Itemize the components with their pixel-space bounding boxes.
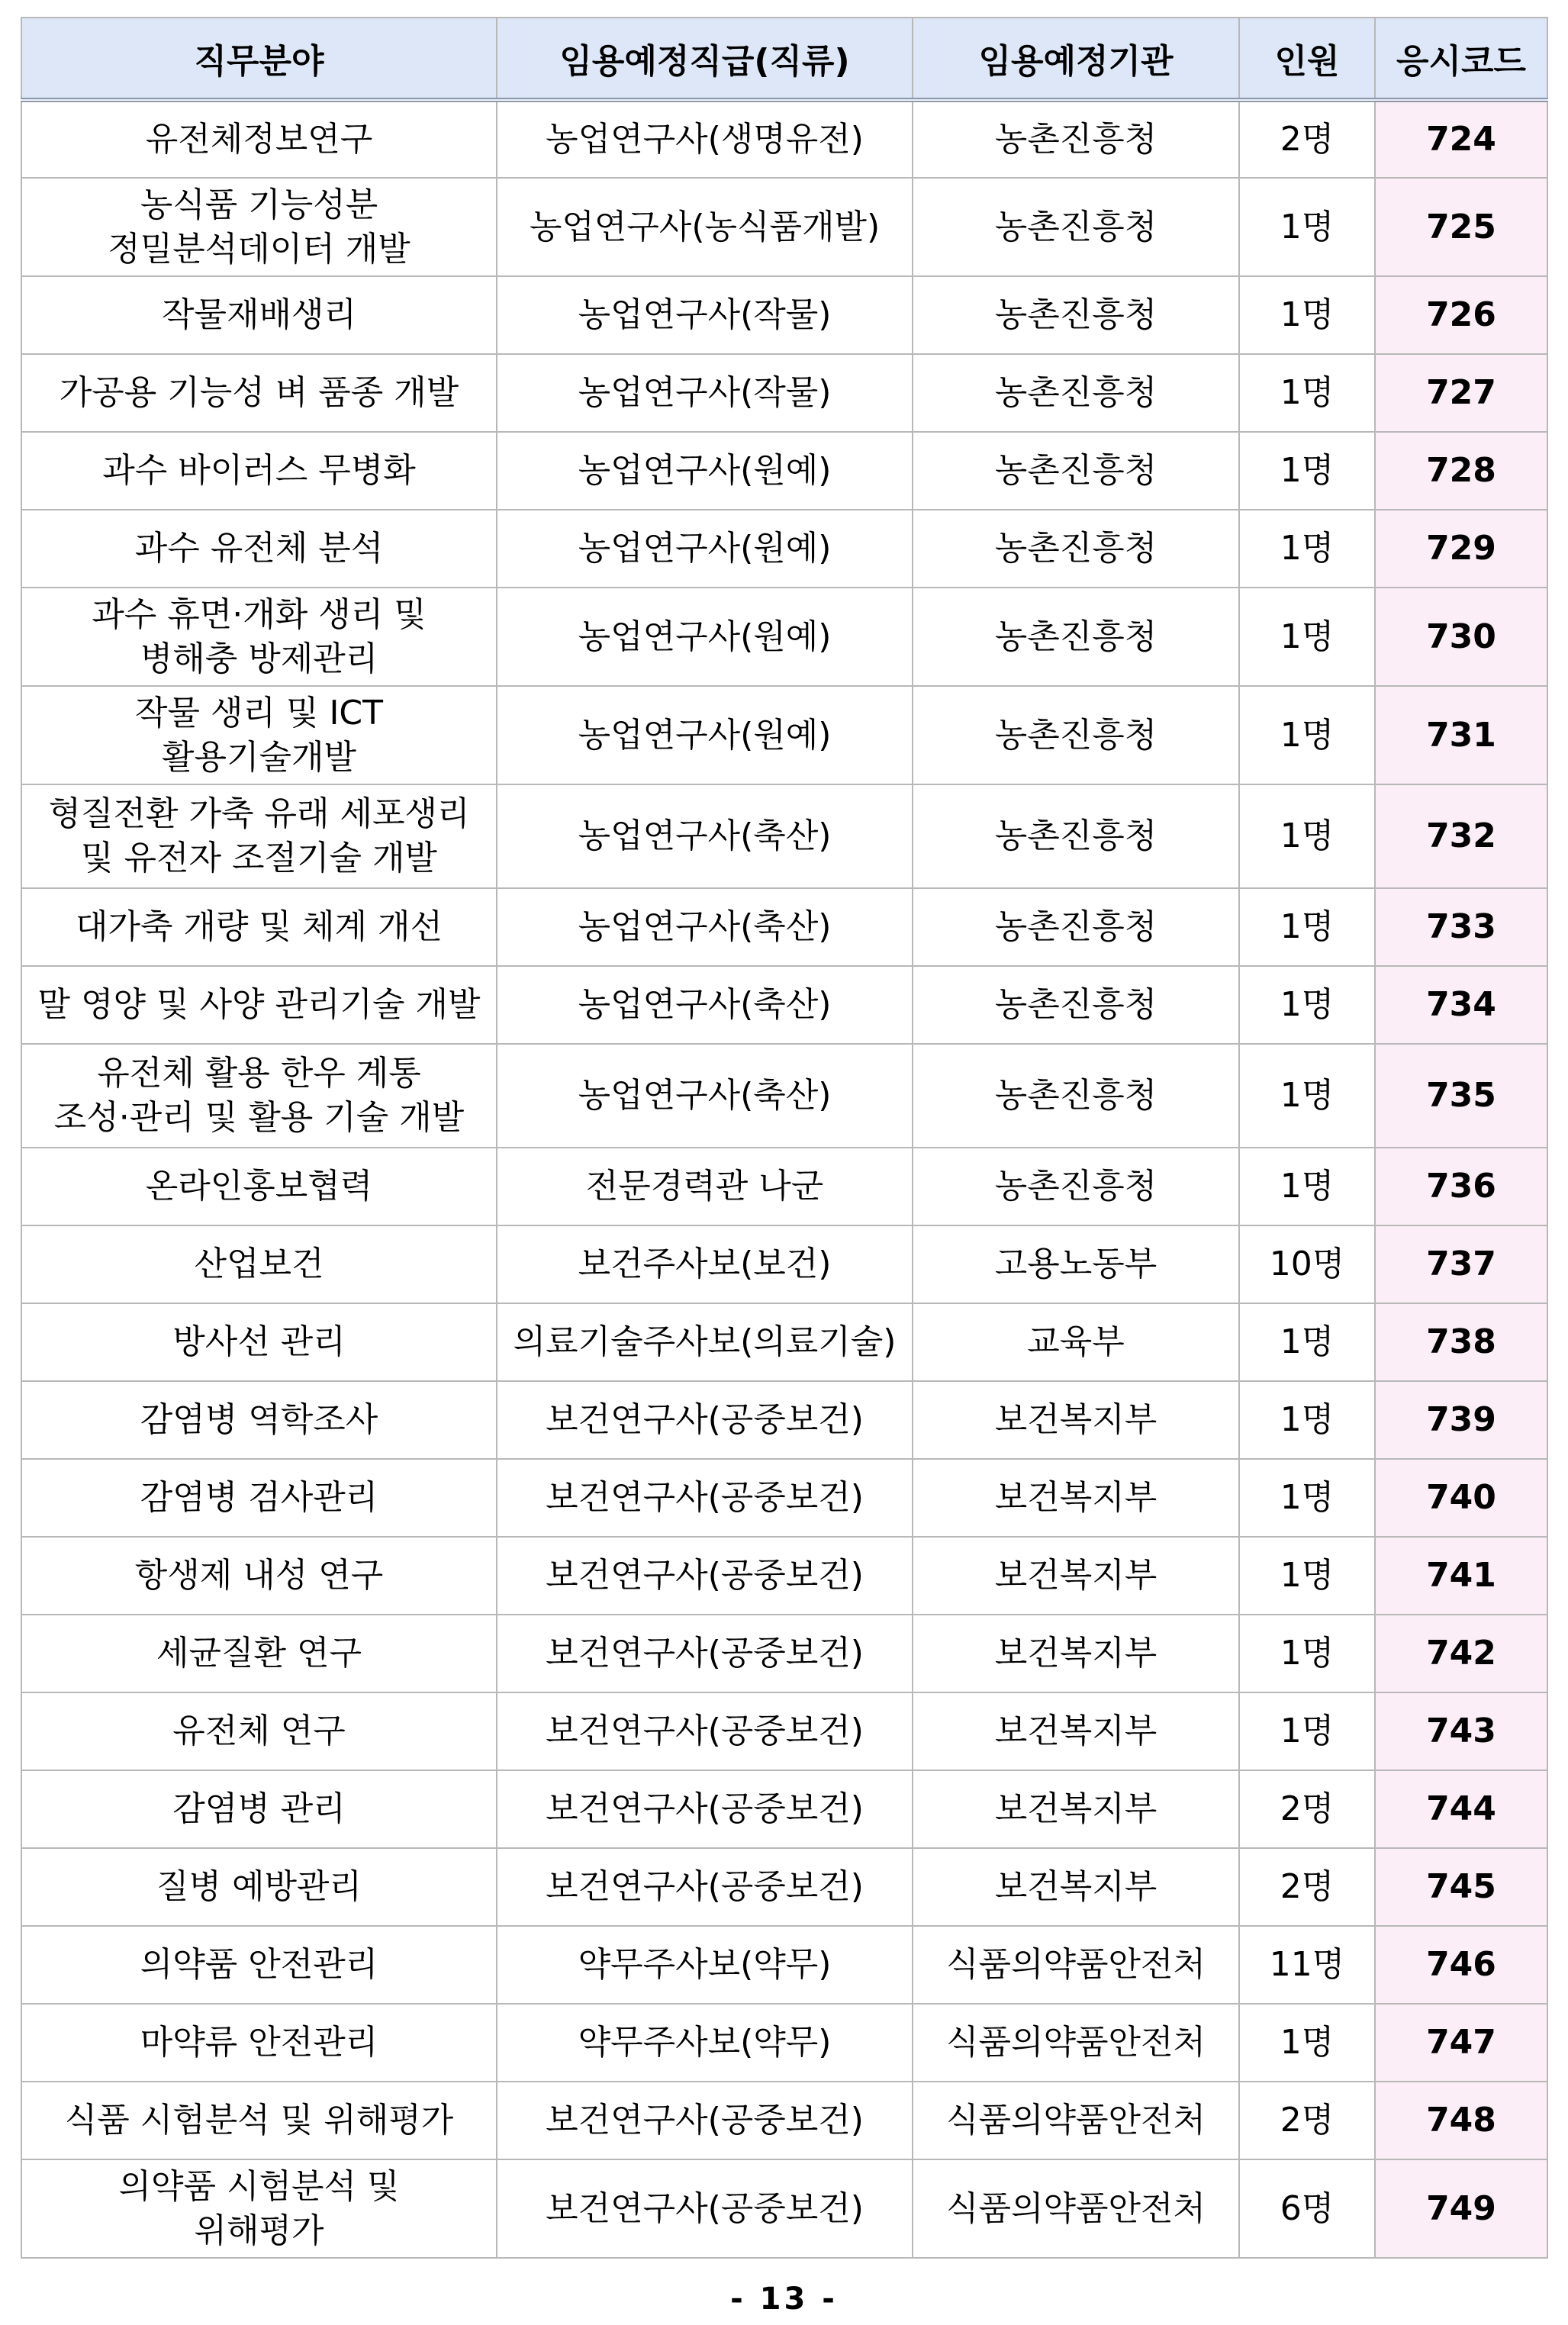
table-row (21, 2004, 1547, 2082)
cell-job-field: 농식품 기능성분 정밀분석데이터 개발 (21, 178, 497, 276)
table-row (21, 1537, 1547, 1615)
table-row (21, 784, 1547, 888)
cell-grade: 농업연구사(작물) (497, 276, 913, 354)
cell-exam-code: 735 (1375, 1044, 1547, 1148)
header-exam-code: 응시코드 (1375, 18, 1547, 100)
cell-exam-code: 724 (1375, 100, 1547, 178)
cell-job-field: 마약류 안전관리 (21, 2004, 497, 2082)
cell-job-field: 감염병 검사관리 (21, 1459, 497, 1537)
table-row (21, 276, 1547, 354)
cell-agency: 보건복지부 (913, 1848, 1239, 1926)
cell-job-field: 과수 휴면·개화 생리 및 병해충 방제관리 (21, 588, 497, 686)
table-row (21, 100, 1547, 178)
cell-job-field: 감염병 역학조사 (21, 1381, 497, 1459)
cell-count: 1명 (1239, 1044, 1375, 1148)
cell-count: 2명 (1239, 2082, 1375, 2159)
cell-grade: 농업연구사(작물) (497, 354, 913, 432)
cell-count: 1명 (1239, 1303, 1375, 1381)
header-job-field: 직무분야 (21, 18, 497, 100)
cell-agency: 보건복지부 (913, 1537, 1239, 1615)
cell-agency: 보건복지부 (913, 1692, 1239, 1770)
cell-agency: 보건복지부 (913, 1459, 1239, 1537)
table-row (21, 588, 1547, 686)
cell-grade: 보건연구사(공중보건) (497, 1459, 913, 1537)
cell-count: 1명 (1239, 432, 1375, 510)
table-row (21, 432, 1547, 510)
cell-exam-code: 748 (1375, 2082, 1547, 2159)
table-row (21, 510, 1547, 588)
cell-agency: 농촌진흥청 (913, 1044, 1239, 1148)
cell-count: 1명 (1239, 1537, 1375, 1615)
page-number: - 13 - (730, 2282, 838, 2317)
cell-job-field: 가공용 기능성 벼 품종 개발 (21, 354, 497, 432)
cell-grade: 약무주사보(약무) (497, 1926, 913, 2004)
cell-grade: 보건연구사(공중보건) (497, 1770, 913, 1848)
cell-agency: 농촌진흥청 (913, 966, 1239, 1044)
cell-job-field: 과수 바이러스 무병화 (21, 432, 497, 510)
cell-count: 1명 (1239, 1615, 1375, 1692)
cell-exam-code: 727 (1375, 354, 1547, 432)
cell-count: 1명 (1239, 1381, 1375, 1459)
cell-count: 2명 (1239, 1770, 1375, 1848)
cell-exam-code: 732 (1375, 784, 1547, 888)
cell-job-field: 의약품 안전관리 (21, 1926, 497, 2004)
cell-exam-code: 731 (1375, 686, 1547, 784)
header-agency: 임용예정기관 (913, 18, 1239, 100)
cell-grade: 농업연구사(축산) (497, 888, 913, 966)
cell-grade: 농업연구사(축산) (497, 784, 913, 888)
cell-count: 1명 (1239, 686, 1375, 784)
cell-count: 1명 (1239, 1148, 1375, 1225)
cell-count: 1명 (1239, 1459, 1375, 1537)
cell-exam-code: 728 (1375, 432, 1547, 510)
table-row (21, 1692, 1547, 1770)
cell-count: 1명 (1239, 888, 1375, 966)
cell-exam-code: 749 (1375, 2159, 1547, 2258)
cell-grade: 농업연구사(원예) (497, 432, 913, 510)
cell-exam-code: 736 (1375, 1148, 1547, 1225)
table-row (21, 178, 1547, 276)
cell-job-field: 과수 유전체 분석 (21, 510, 497, 588)
cell-count: 1명 (1239, 966, 1375, 1044)
cell-count: 1명 (1239, 2004, 1375, 2082)
cell-job-field: 항생제 내성 연구 (21, 1537, 497, 1615)
cell-job-field: 식품 시험분석 및 위해평가 (21, 2082, 497, 2159)
cell-agency: 교육부 (913, 1303, 1239, 1381)
table-row (21, 966, 1547, 1044)
cell-grade: 농업연구사(농식품개발) (497, 178, 913, 276)
cell-agency: 농촌진흥청 (913, 276, 1239, 354)
cell-count: 6명 (1239, 2159, 1375, 2258)
cell-job-field: 유전체 활용 한우 계통 조성·관리 및 활용 기술 개발 (21, 1044, 497, 1148)
cell-exam-code: 737 (1375, 1225, 1547, 1303)
cell-grade: 보건연구사(공중보건) (497, 1537, 913, 1615)
table-row (21, 1459, 1547, 1537)
cell-grade: 농업연구사(축산) (497, 1044, 913, 1148)
cell-exam-code: 729 (1375, 510, 1547, 588)
table-row (21, 686, 1547, 784)
cell-count: 1명 (1239, 510, 1375, 588)
table-row (21, 1926, 1547, 2004)
cell-count: 1명 (1239, 178, 1375, 276)
cell-exam-code: 742 (1375, 1615, 1547, 1692)
cell-grade: 전문경력관 나군 (497, 1148, 913, 1225)
cell-exam-code: 747 (1375, 2004, 1547, 2082)
cell-job-field: 말 영양 및 사양 관리기술 개발 (21, 966, 497, 1044)
header-grade: 임용예정직급(직류) (497, 18, 913, 100)
table-row (21, 1381, 1547, 1459)
cell-job-field: 대가축 개량 및 체계 개선 (21, 888, 497, 966)
table-row (21, 1044, 1547, 1148)
cell-count: 1명 (1239, 1692, 1375, 1770)
cell-grade: 보건주사보(보건) (497, 1225, 913, 1303)
cell-count: 2명 (1239, 1848, 1375, 1926)
cell-grade: 보건연구사(공중보건) (497, 2082, 913, 2159)
cell-agency: 농촌진흥청 (913, 1148, 1239, 1225)
cell-count: 11명 (1239, 1926, 1375, 2004)
cell-exam-code: 744 (1375, 1770, 1547, 1848)
table-row (21, 1148, 1547, 1225)
cell-job-field: 감염병 관리 (21, 1770, 497, 1848)
cell-job-field: 작물재배생리 (21, 276, 497, 354)
cell-exam-code: 730 (1375, 588, 1547, 686)
cell-count: 1명 (1239, 588, 1375, 686)
cell-job-field: 유전체 연구 (21, 1692, 497, 1770)
cell-agency: 농촌진흥청 (913, 784, 1239, 888)
table-row (21, 1848, 1547, 1926)
table-row (21, 2159, 1547, 2258)
cell-job-field: 유전체정보연구 (21, 100, 497, 178)
cell-grade: 보건연구사(공중보건) (497, 2159, 913, 2258)
cell-agency: 식품의약품안전처 (913, 1926, 1239, 2004)
table-row (21, 1770, 1547, 1848)
cell-count: 1명 (1239, 354, 1375, 432)
cell-grade: 농업연구사(원예) (497, 686, 913, 784)
table-row (21, 1225, 1547, 1303)
cell-grade: 보건연구사(공중보건) (497, 1848, 913, 1926)
recruitment-table-container (21, 17, 1547, 2259)
cell-job-field: 세균질환 연구 (21, 1615, 497, 1692)
cell-grade: 농업연구사(원예) (497, 588, 913, 686)
cell-count: 1명 (1239, 784, 1375, 888)
table-row (21, 888, 1547, 966)
cell-grade: 농업연구사(생명유전) (497, 100, 913, 178)
cell-agency: 농촌진흥청 (913, 510, 1239, 588)
cell-exam-code: 741 (1375, 1537, 1547, 1615)
cell-grade: 의료기술주사보(의료기술) (497, 1303, 913, 1381)
cell-job-field: 방사선 관리 (21, 1303, 497, 1381)
cell-job-field: 질병 예방관리 (21, 1848, 497, 1926)
cell-exam-code: 738 (1375, 1303, 1547, 1381)
cell-job-field: 형질전환 가축 유래 세포생리 및 유전자 조절기술 개발 (21, 784, 497, 888)
cell-grade: 보건연구사(공중보건) (497, 1615, 913, 1692)
cell-agency: 고용노동부 (913, 1225, 1239, 1303)
table-row (21, 2082, 1547, 2159)
header-count: 인원 (1239, 18, 1375, 100)
cell-grade: 보건연구사(공중보건) (497, 1692, 913, 1770)
cell-exam-code: 726 (1375, 276, 1547, 354)
table-body (21, 100, 1547, 2258)
table-row (21, 1303, 1547, 1381)
cell-exam-code: 740 (1375, 1459, 1547, 1537)
cell-agency: 보건복지부 (913, 1770, 1239, 1848)
cell-agency: 농촌진흥청 (913, 432, 1239, 510)
cell-job-field: 산업보건 (21, 1225, 497, 1303)
cell-agency: 농촌진흥청 (913, 100, 1239, 178)
cell-exam-code: 725 (1375, 178, 1547, 276)
table-header (21, 18, 1547, 100)
cell-agency: 농촌진흥청 (913, 354, 1239, 432)
cell-exam-code: 745 (1375, 1848, 1547, 1926)
cell-exam-code: 733 (1375, 888, 1547, 966)
cell-agency: 식품의약품안전처 (913, 2004, 1239, 2082)
cell-grade: 약무주사보(약무) (497, 2004, 913, 2082)
header-row (21, 18, 1547, 100)
recruitment-table (21, 17, 1548, 2259)
cell-agency: 농촌진흥청 (913, 686, 1239, 784)
cell-exam-code: 746 (1375, 1926, 1547, 2004)
cell-job-field: 온라인홍보협력 (21, 1148, 497, 1225)
table-row (21, 1615, 1547, 1692)
cell-agency: 농촌진흥청 (913, 178, 1239, 276)
cell-exam-code: 743 (1375, 1692, 1547, 1770)
table-row (21, 354, 1547, 432)
cell-exam-code: 739 (1375, 1381, 1547, 1459)
cell-agency: 보건복지부 (913, 1381, 1239, 1459)
cell-job-field: 작물 생리 및 ICT 활용기술개발 (21, 686, 497, 784)
cell-grade: 농업연구사(축산) (497, 966, 913, 1044)
cell-agency: 농촌진흥청 (913, 888, 1239, 966)
cell-exam-code: 734 (1375, 966, 1547, 1044)
cell-grade: 농업연구사(원예) (497, 510, 913, 588)
cell-agency: 식품의약품안전처 (913, 2082, 1239, 2159)
cell-agency: 보건복지부 (913, 1615, 1239, 1692)
cell-count: 2명 (1239, 100, 1375, 178)
cell-agency: 농촌진흥청 (913, 588, 1239, 686)
cell-grade: 보건연구사(공중보건) (497, 1381, 913, 1459)
cell-job-field: 의약품 시험분석 및 위해평가 (21, 2159, 497, 2258)
cell-count: 10명 (1239, 1225, 1375, 1303)
cell-agency: 식품의약품안전처 (913, 2159, 1239, 2258)
cell-count: 1명 (1239, 276, 1375, 354)
